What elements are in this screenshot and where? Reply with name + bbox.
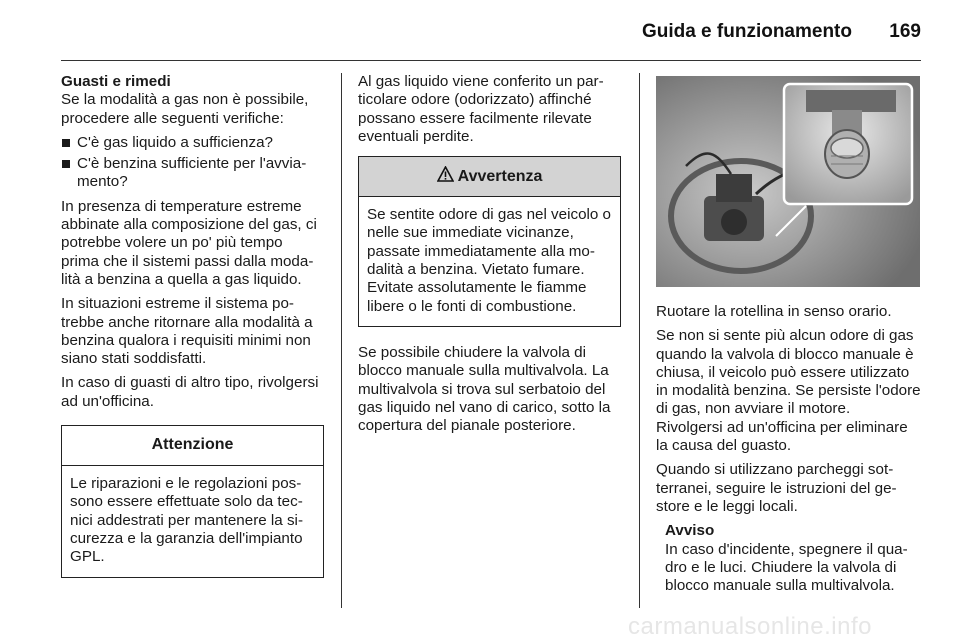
- column-left: [61, 73, 324, 578]
- caution-box-title: Attenzione: [62, 426, 323, 466]
- column-divider: [639, 73, 640, 608]
- warning-box-body: Se sentite odore di gas nel veicolo o nelle sue immediate vicinanze, passate immediatamente alla modalità a benzina. Vietato fumare. Evitate assolutamente le fiamme libere o le fonti di combustione.: [367, 206, 612, 315]
- paragraph: In caso di guasti di altro tipo, rivolgersi ad un'officina.: [61, 374, 319, 410]
- paragraph: In presenza di temperature estreme abbinate alla composizione del gas, ci potrebbe volere un po' più tempo prima che il sistemi passi dalla modalità a benzina a quella a gas liquido.: [61, 197, 317, 288]
- checklist: [61, 134, 324, 192]
- notice-block: [665, 522, 921, 595]
- warning-box: [358, 156, 621, 327]
- intro-paragraph: Se la modalità a gas non è possibile, procedere alle seguenti verifiche:: [61, 91, 309, 127]
- watermark: carmanualsonline.info: [628, 613, 872, 640]
- column-divider: [341, 73, 342, 608]
- paragraph: Quando si utilizzano parcheggi sotterranei, seguire le istruzioni del gestore e le leggi locali.: [656, 461, 897, 515]
- paragraph: Ruotare la rotellina in senso orario.: [656, 303, 892, 320]
- warning-triangle-icon: [437, 166, 454, 187]
- notice-body: In caso d'incidente, spegnere il quadro e le luci. Chiudere la valvola di blocco manuale sulla multivalvola.: [665, 540, 908, 595]
- paragraph: Se non si sente più alcun odore di gas quando la valvola di blocco manuale è chiusa, il veicolo può essere utilizzato in modalità benzina. Se persiste l'odore di gas, non avviare il motore. Rivolgersi ad un'officina per eliminare la causa del guasto.: [656, 327, 921, 455]
- bullet-square-icon: [62, 160, 70, 168]
- paragraph: Al gas liquido viene conferito un particolare odore (odorizzato) affinché possano essere facilmente rilevate eventuali perdite.: [358, 73, 604, 145]
- section-heading: Guasti e rimedi: [61, 73, 171, 90]
- column-right: [656, 303, 921, 595]
- page-number: 169: [889, 21, 921, 42]
- paragraph: In situazioni estreme il sistema potrebbe anche ritornare alla modalità a benzina qualora i requisiti minimi non siano stati soddisfatti.: [61, 295, 313, 368]
- warning-box-header: [359, 157, 620, 197]
- caution-box-body: Le riparazioni e le regolazioni possono essere effettuate solo da tecnici addestrati per mantenere la sicurezza e la garanzia dell'impianto GPL.: [70, 475, 303, 566]
- notice-title: Avviso: [665, 522, 715, 540]
- caution-box: [61, 425, 324, 577]
- page-header: [0, 0, 960, 60]
- warning-box-title: Avvertenza: [457, 167, 543, 185]
- list-item: C'è gas liquido a sufficienza?: [61, 134, 324, 152]
- multivalve-photo: [656, 76, 920, 287]
- header-title: Guida e funzionamento: [641, 21, 852, 42]
- bullet-square-icon: [62, 139, 70, 147]
- paragraph: Se possibile chiudere la valvola di blocco manuale sulla multivalvola. La multivalvola si trova sul serbatoio del gas liquido nel vano di carico, sotto la copertura del pianale posteriore.: [358, 343, 611, 435]
- list-item: C'è benzina sufficiente per l'avviamento?: [61, 155, 324, 192]
- header-divider: [61, 60, 921, 61]
- column-middle: [358, 73, 621, 441]
